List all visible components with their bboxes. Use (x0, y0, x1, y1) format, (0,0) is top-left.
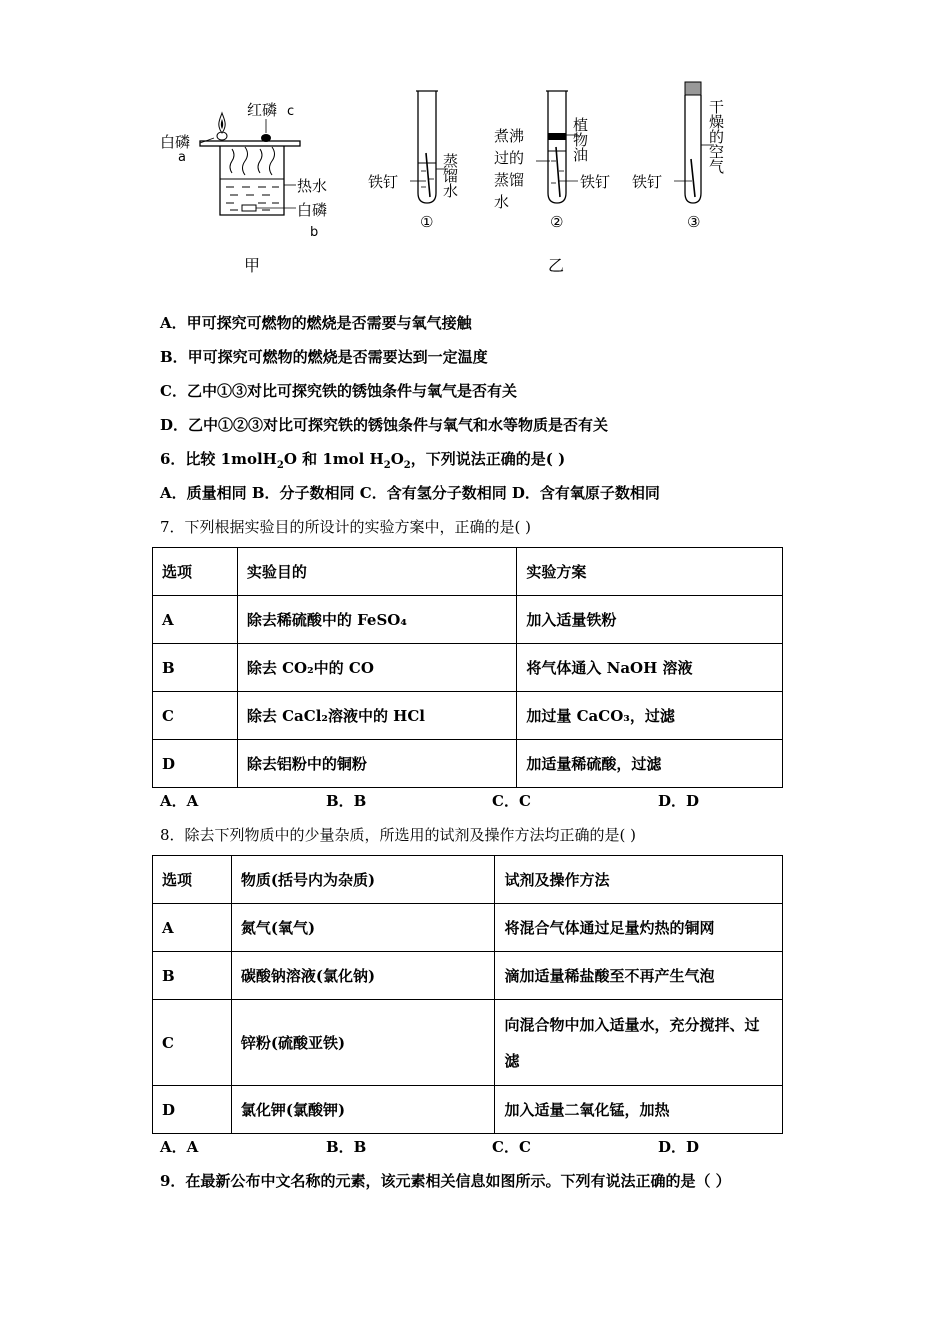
table-header: 物质(括号内为杂质) (231, 856, 495, 904)
table-cell: B (153, 952, 232, 1000)
table-cell: 加入适量铁粉 (517, 596, 783, 644)
label-red-phosphorus: 红磷 (247, 101, 278, 119)
table-cell: 滴加适量稀盐酸至不再产生气泡 (495, 952, 783, 1000)
test-tube-1 (368, 91, 459, 231)
q5-option-b: B．甲可探究可燃物的燃烧是否需要达到一定温度 (160, 348, 488, 366)
table-row (153, 596, 783, 644)
answer-option: C．C (492, 1138, 531, 1156)
tube-body (418, 91, 436, 203)
table-cell: D (153, 1086, 232, 1134)
combustion-apparatus (160, 101, 327, 275)
label-hot-water: 热水 (297, 177, 328, 195)
label-white-phosphorus-a: 白磷 (160, 133, 191, 151)
q9-stem: 9．在最新公布中文名称的元素，该元素相关信息如图所示。下列有说法正确的是（ ） (160, 1172, 731, 1190)
label-boiled-water-4: 水 (494, 193, 510, 211)
table-cell: 氯化钾(氯酸钾) (231, 1086, 495, 1134)
table-row (153, 740, 783, 788)
label-dry-air: 干燥的空气 (707, 99, 725, 174)
label-distilled-water: 蒸馏水 (441, 153, 459, 198)
table-cell: 除去铝粉中的铜粉 (237, 740, 517, 788)
table-row (153, 904, 783, 952)
answer-option: D．D (658, 1138, 700, 1156)
label-boiled-water-3: 蒸馏 (494, 171, 525, 189)
answer-option: C．C (492, 792, 531, 810)
label-c: c (287, 104, 295, 119)
table-cell: 除去稀硫酸中的 FeSO₄ (237, 596, 517, 644)
table-cell: A (153, 596, 238, 644)
q7-table (152, 547, 783, 788)
table-header: 选项 (153, 548, 238, 596)
label-nail-1: 铁钉 (368, 173, 399, 191)
table-cell: 将气体通入 NaOH 溶液 (517, 644, 783, 692)
table-cell: 除去 CaCl₂溶液中的 HCl (237, 692, 517, 740)
oil-layer (548, 133, 566, 140)
label-boiled-water-1: 煮沸 (494, 127, 525, 145)
q8-answers (160, 1136, 824, 1157)
test-tube-3 (632, 82, 725, 231)
label-nail-2: 铁钉 (580, 173, 611, 191)
iron-nail (556, 147, 560, 197)
answer-option: B．B (326, 792, 367, 810)
q7-stem: 7．下列根据实验目的所设计的实验方案中，正确的是( ) (160, 518, 532, 536)
q7-answers (160, 790, 824, 811)
test-tube-2 (494, 91, 610, 231)
answer-option: B．B (326, 1138, 367, 1156)
table-header: 实验目的 (237, 548, 517, 596)
label-a: a (178, 150, 186, 165)
q8-stem: 8．除去下列物质中的少量杂质，所选用的试剂及操作方法均正确的是( ) (160, 826, 637, 844)
answer-option: A．A (160, 792, 199, 810)
iron-nail (426, 153, 430, 197)
table-cell: 向混合物中加入适量水，充分搅拌、过滤 (495, 1000, 783, 1086)
table-cell: 加过量 CaCO₃，过滤 (517, 692, 783, 740)
tube-body (548, 91, 566, 203)
answer-option: D．D (658, 792, 700, 810)
table-cell: A (153, 904, 232, 952)
tube-number-2: ② (550, 213, 564, 231)
label-white-phosphorus-b: 白磷 (297, 201, 328, 219)
table-row (153, 952, 783, 1000)
tube-number-1: ① (420, 213, 434, 231)
label-nail-3: 铁钉 (632, 173, 663, 191)
label-b: b (310, 225, 319, 240)
table-header: 实验方案 (517, 548, 783, 596)
table-header: 选项 (153, 856, 232, 904)
table-row (153, 692, 783, 740)
table-row (153, 1086, 783, 1134)
tube-number-3: ③ (687, 213, 701, 231)
table-cell: 碳酸钠溶液(氯化钠) (231, 952, 495, 1000)
rubber-stopper (685, 82, 701, 95)
steam-lines (230, 147, 275, 175)
table-cell: 除去 CO₂中的 CO (237, 644, 517, 692)
table-row (153, 1000, 783, 1086)
table-row (153, 644, 783, 692)
q8-table (152, 855, 783, 1134)
table-header-row (153, 856, 783, 904)
table-cell: 加入适量二氧化锰，加热 (495, 1086, 783, 1134)
q6-stem: 6．比较 1molH$_2$O 和 1mol $H_2O_2$，下列说法正确的是( ) (160, 450, 566, 471)
white-phosphorus-b (242, 205, 256, 211)
tube-body (685, 95, 701, 203)
q5-option-a: A．甲可探究可燃物的燃烧是否需要与氧气接触 (160, 314, 472, 332)
table-header: 试剂及操作方法 (495, 856, 783, 904)
table-cell: 氮气(氧气) (231, 904, 495, 952)
label-boiled-water-2: 过的 (494, 149, 525, 167)
figure-title-yi: 乙 (548, 256, 565, 275)
table-header-row (153, 548, 783, 596)
q5-option-c: C．乙中①③对比可探究铁的锈蚀条件与氧气是否有关 (160, 382, 517, 400)
q6-options: A．质量相同 B．分子数相同 C．含有氢分子数相同 D．含有氧原子数相同 (160, 484, 660, 502)
table-cell: 锌粉(硫酸亚铁) (231, 1000, 495, 1086)
experiment-figure (150, 75, 770, 280)
answer-option: A．A (160, 1138, 199, 1156)
table-cell: C (153, 692, 238, 740)
iron-nail (691, 159, 695, 197)
table-cell: B (153, 644, 238, 692)
table-cell: C (153, 1000, 232, 1086)
red-phosphorus-c (261, 134, 271, 142)
table-cell: 将混合气体通过足量灼热的铜网 (495, 904, 783, 952)
figure-title-jia: 甲 (244, 256, 261, 275)
table-cell: 加适量稀硫酸，过滤 (517, 740, 783, 788)
copper-plate (200, 141, 300, 146)
label-vegetable-oil: 植物油 (571, 117, 589, 162)
q5-option-d: D．乙中①②③对比可探究铁的锈蚀条件与氧气和水等物质是否有关 (160, 416, 609, 434)
table-cell: D (153, 740, 238, 788)
